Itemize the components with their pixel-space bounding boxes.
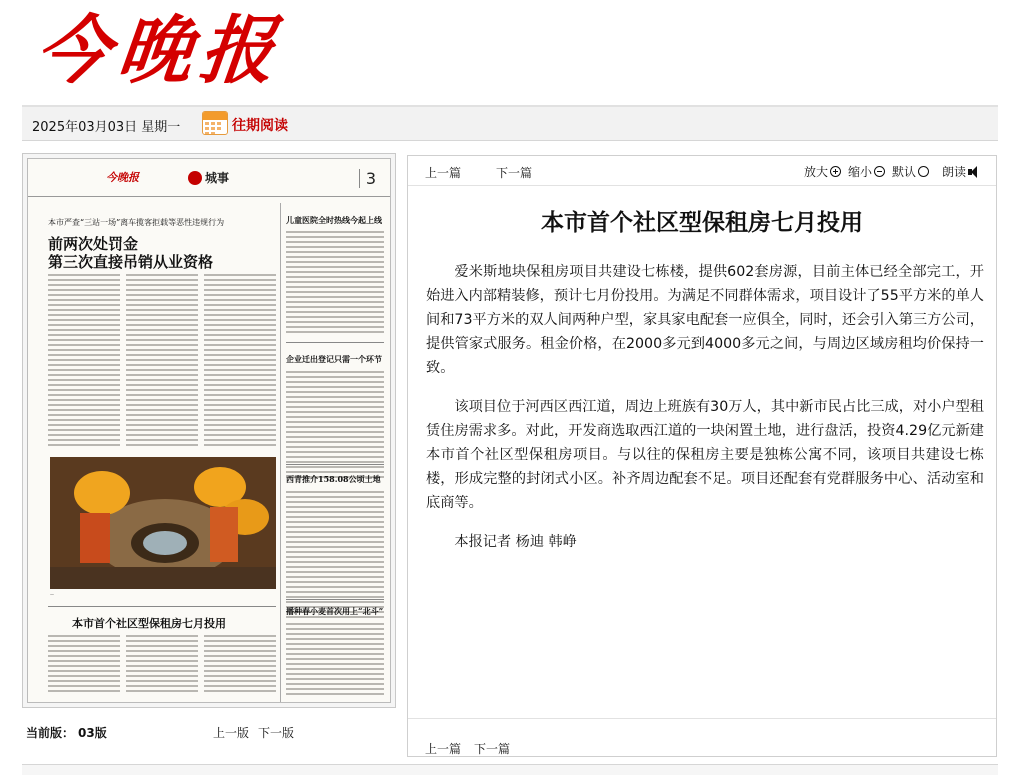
thumb-rule <box>286 342 384 343</box>
past-issues-link[interactable]: 往期阅读 <box>232 118 288 134</box>
thumb-kicker: 本市严查“三站一场”离车揽客拒载等恶性违规行为 <box>48 218 225 227</box>
default-size-label: 默认 <box>892 165 917 179</box>
thumb-main-headline-1: 前两次处罚金 <box>48 235 139 253</box>
article-title: 本市首个社区型保租房七月投用 <box>541 210 863 236</box>
prev-page-link[interactable]: 上一版 <box>213 726 250 740</box>
zoom-in-label: 放大 <box>804 165 829 179</box>
thumb-text-block <box>286 623 384 698</box>
next-page-link[interactable]: 下一版 <box>258 726 295 740</box>
thumb-side-headline-4: 播种春小麦首次用上“北斗” <box>286 606 384 616</box>
page-logo: 今晚报 <box>106 171 139 184</box>
article-body <box>426 260 984 569</box>
newspaper-page-image[interactable] <box>27 158 391 703</box>
bottom-next-article-link[interactable]: 下一篇 <box>474 742 511 756</box>
thumb-side-headline-2: 企业迁出登记只需一个环节 <box>286 354 382 364</box>
plus-circle-icon <box>830 166 841 177</box>
section-name: 城事 <box>205 171 230 185</box>
zoom-out-label: 缩小 <box>848 165 873 179</box>
article-paragraph: 该项目位于河西区西江道，周边上班族有30万人，其中新市民占比三成，对小户型租赁住房需求多。对此，开发商选取西江道的一块闲置土地，进行盘活，投资4.29亿元新建本市首个社区型保租房项目。与以往的保租房主要是独栋公寓不同，该项目共建设七栋楼，形成完整的封闭式小区。补齐周边配套不足。项目还配套有党群服务中心、活动室和底商等。 <box>426 399 984 511</box>
thumb-side-headline-1: 儿童医院全时热线今起上线 <box>286 215 382 225</box>
date-bar <box>22 105 998 141</box>
thumb-side-headline-3: 西青推介158.08公顷土地 <box>286 474 381 484</box>
article-toolbar <box>408 156 996 186</box>
zoom-out-button[interactable] <box>848 163 885 180</box>
section-icon <box>188 171 202 185</box>
issue-date: 2025年03月03日 星期一 <box>32 120 181 135</box>
bottom-prev-article-link[interactable]: 上一篇 <box>425 742 462 756</box>
next-article-link[interactable]: 下一篇 <box>496 166 533 180</box>
page-navigation <box>22 722 396 744</box>
current-page-number: 03版 <box>78 726 107 740</box>
thumb-text-block <box>286 491 384 621</box>
prev-article-link[interactable]: 上一篇 <box>425 166 462 180</box>
article-panel <box>407 155 997 757</box>
article-byline: 本报记者 杨迪 韩峥 <box>454 534 577 550</box>
logo-text: 今晚报 <box>31 8 287 94</box>
calendar-icon[interactable] <box>202 111 228 135</box>
thumb-photo-caption: — <box>50 592 54 597</box>
page-thumbnail-panel <box>22 153 396 708</box>
thumb-photo <box>50 457 276 589</box>
masthead <box>0 0 1019 102</box>
page-number: 3 <box>359 169 376 188</box>
footer-strip <box>22 764 998 775</box>
thumb-text-block <box>204 274 276 449</box>
thumb-text-block <box>48 274 120 449</box>
page-section <box>188 169 229 186</box>
newspaper-logo[interactable] <box>31 4 287 98</box>
thumb-main-headline-2: 第三次直接吊销从业资格 <box>48 253 214 271</box>
thumb-bottom-headline: 本市首个社区型保租房七月投用 <box>72 617 226 630</box>
read-aloud-button[interactable] <box>942 163 982 180</box>
current-page-label: 当前版： <box>26 726 75 740</box>
article-paragraph: 爱米斯地块保租房项目共建设七栋楼，提供602套房源，目前主体已经全部完工，开始进入内部精装修，预计七月份投用。为满足不同群体需求，项目设计了55平方米的单人间和73平方米的双人间两种户型，家具家电配套一应俱全，同时，还会引入第三方公司，提供管家式服务。租金价格，在2000多元到4000多元之间，与周边区域房租均价保持一致。 <box>426 264 984 376</box>
thumb-rule <box>286 464 384 465</box>
thumb-text-block <box>126 635 198 695</box>
thumb-rule <box>286 599 384 600</box>
zoom-in-button[interactable] <box>804 163 841 180</box>
default-size-button[interactable] <box>892 163 929 180</box>
thumb-text-block <box>204 635 276 695</box>
page-header <box>28 159 390 197</box>
thumb-text-block <box>126 274 198 449</box>
circle-icon <box>918 166 929 177</box>
minus-circle-icon <box>874 166 885 177</box>
thumb-text-block <box>48 635 120 695</box>
thumb-column-divider <box>280 203 281 703</box>
article-bottom-nav <box>408 718 996 758</box>
speaker-icon <box>968 166 982 178</box>
thumb-rule <box>48 606 276 607</box>
read-aloud-label: 朗读 <box>942 165 967 179</box>
thumb-text-block <box>286 231 384 336</box>
